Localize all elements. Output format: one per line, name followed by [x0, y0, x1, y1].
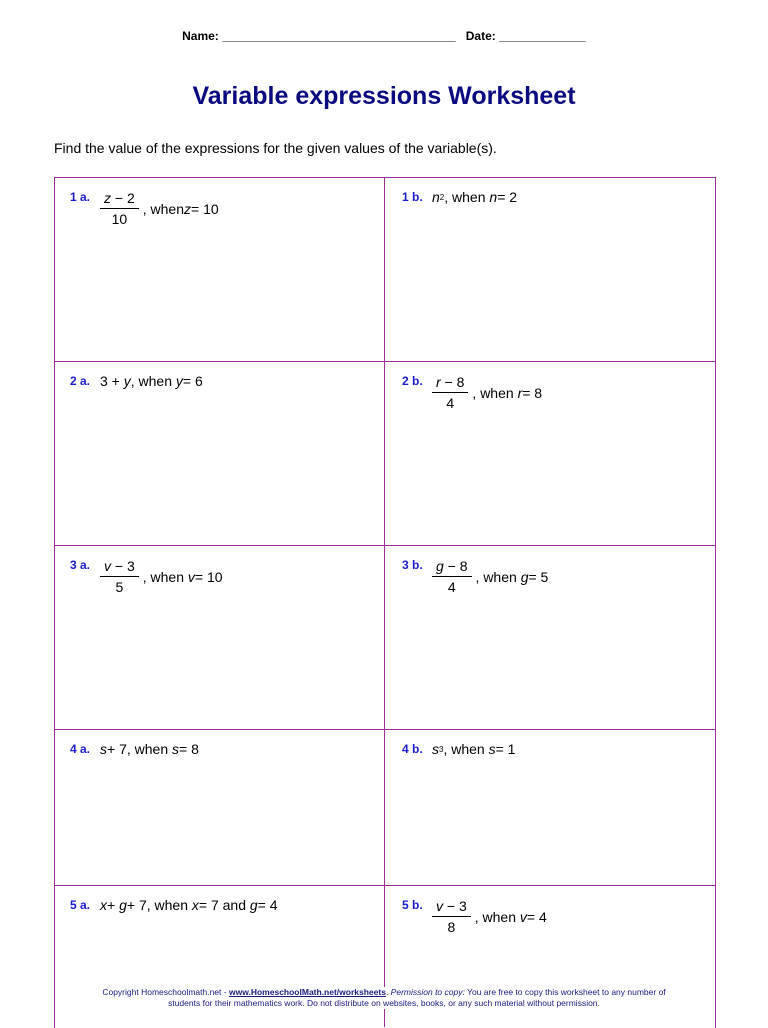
- fraction: $\frac{r - 8}{4}$: [432, 374, 468, 411]
- instructions: Find the value of the expressions for the given values of the variable(s).: [54, 140, 497, 156]
- row-divider: [54, 729, 715, 730]
- problem-label: 4 b.: [402, 742, 423, 756]
- problem-label: 2 a.: [70, 374, 91, 388]
- problem-expression: s 3 , when s = 1: [432, 741, 516, 757]
- problem-label: 3 b.: [402, 558, 423, 572]
- row-divider: [54, 545, 715, 546]
- date-label: Date:: [465, 29, 496, 43]
- fraction: $\frac{g - 8}{4}$: [432, 558, 472, 595]
- name-label: Name:: [182, 29, 219, 43]
- problem-label: 5 a.: [70, 898, 91, 912]
- problem-expression: $\frac{v - 3}{8}$ , when v = 4: [432, 898, 547, 935]
- problem-label: 1 b.: [402, 190, 423, 204]
- problem-expression: $\frac{g - 8}{4}$ , when g = 5: [432, 558, 548, 595]
- problem-expression: 3 + y , when y = 6: [100, 373, 203, 389]
- row-divider: [54, 361, 715, 362]
- problem-expression: $\frac{v - 3}{5}$ , when v = 10: [100, 558, 223, 595]
- fraction: $\frac{z - 2}{10}$: [100, 190, 139, 227]
- problem-label: 2 b.: [402, 374, 423, 388]
- problem-label: 1 a.: [70, 190, 91, 204]
- name-date-line: [0, 29, 768, 43]
- worksheets-link[interactable]: www.HomeschoolMath.net/worksheets: [228, 987, 386, 997]
- problem-label: 5 b.: [402, 898, 423, 912]
- problem-expression: $\frac{r - 8}{4}$ , when r = 8: [432, 374, 542, 411]
- name-blank: ___________________________________: [222, 29, 456, 43]
- problem-label: 4 a.: [70, 742, 91, 756]
- problem-expression: x + g + 7, when x = 7 and g = 4: [100, 897, 278, 913]
- fraction: $\frac{v - 3}{8}$: [432, 898, 471, 935]
- copyright-footer: Copyright Homeschoolmath.net - www.HomeschoolMath.net/worksheets. Permission to copy: You are free to copy this worksheet to any number of students for their mathematics work. Do not distribute on websites, books, or any such material without permission.: [90, 987, 678, 1009]
- problem-label: 3 a.: [70, 558, 91, 572]
- grid-divider: [384, 177, 385, 1027]
- fraction: $\frac{v - 3}{5}$: [100, 558, 139, 595]
- problem-expression: $\frac{z - 2}{10}$ , when z = 10: [100, 190, 219, 227]
- date-blank: _____________: [499, 29, 586, 43]
- row-divider: [54, 885, 715, 886]
- problem-expression: n 2 , when n = 2: [432, 189, 518, 205]
- worksheet-title: Variable expressions Worksheet: [192, 82, 576, 110]
- problem-expression: s + 7 , when s = 8: [100, 741, 199, 757]
